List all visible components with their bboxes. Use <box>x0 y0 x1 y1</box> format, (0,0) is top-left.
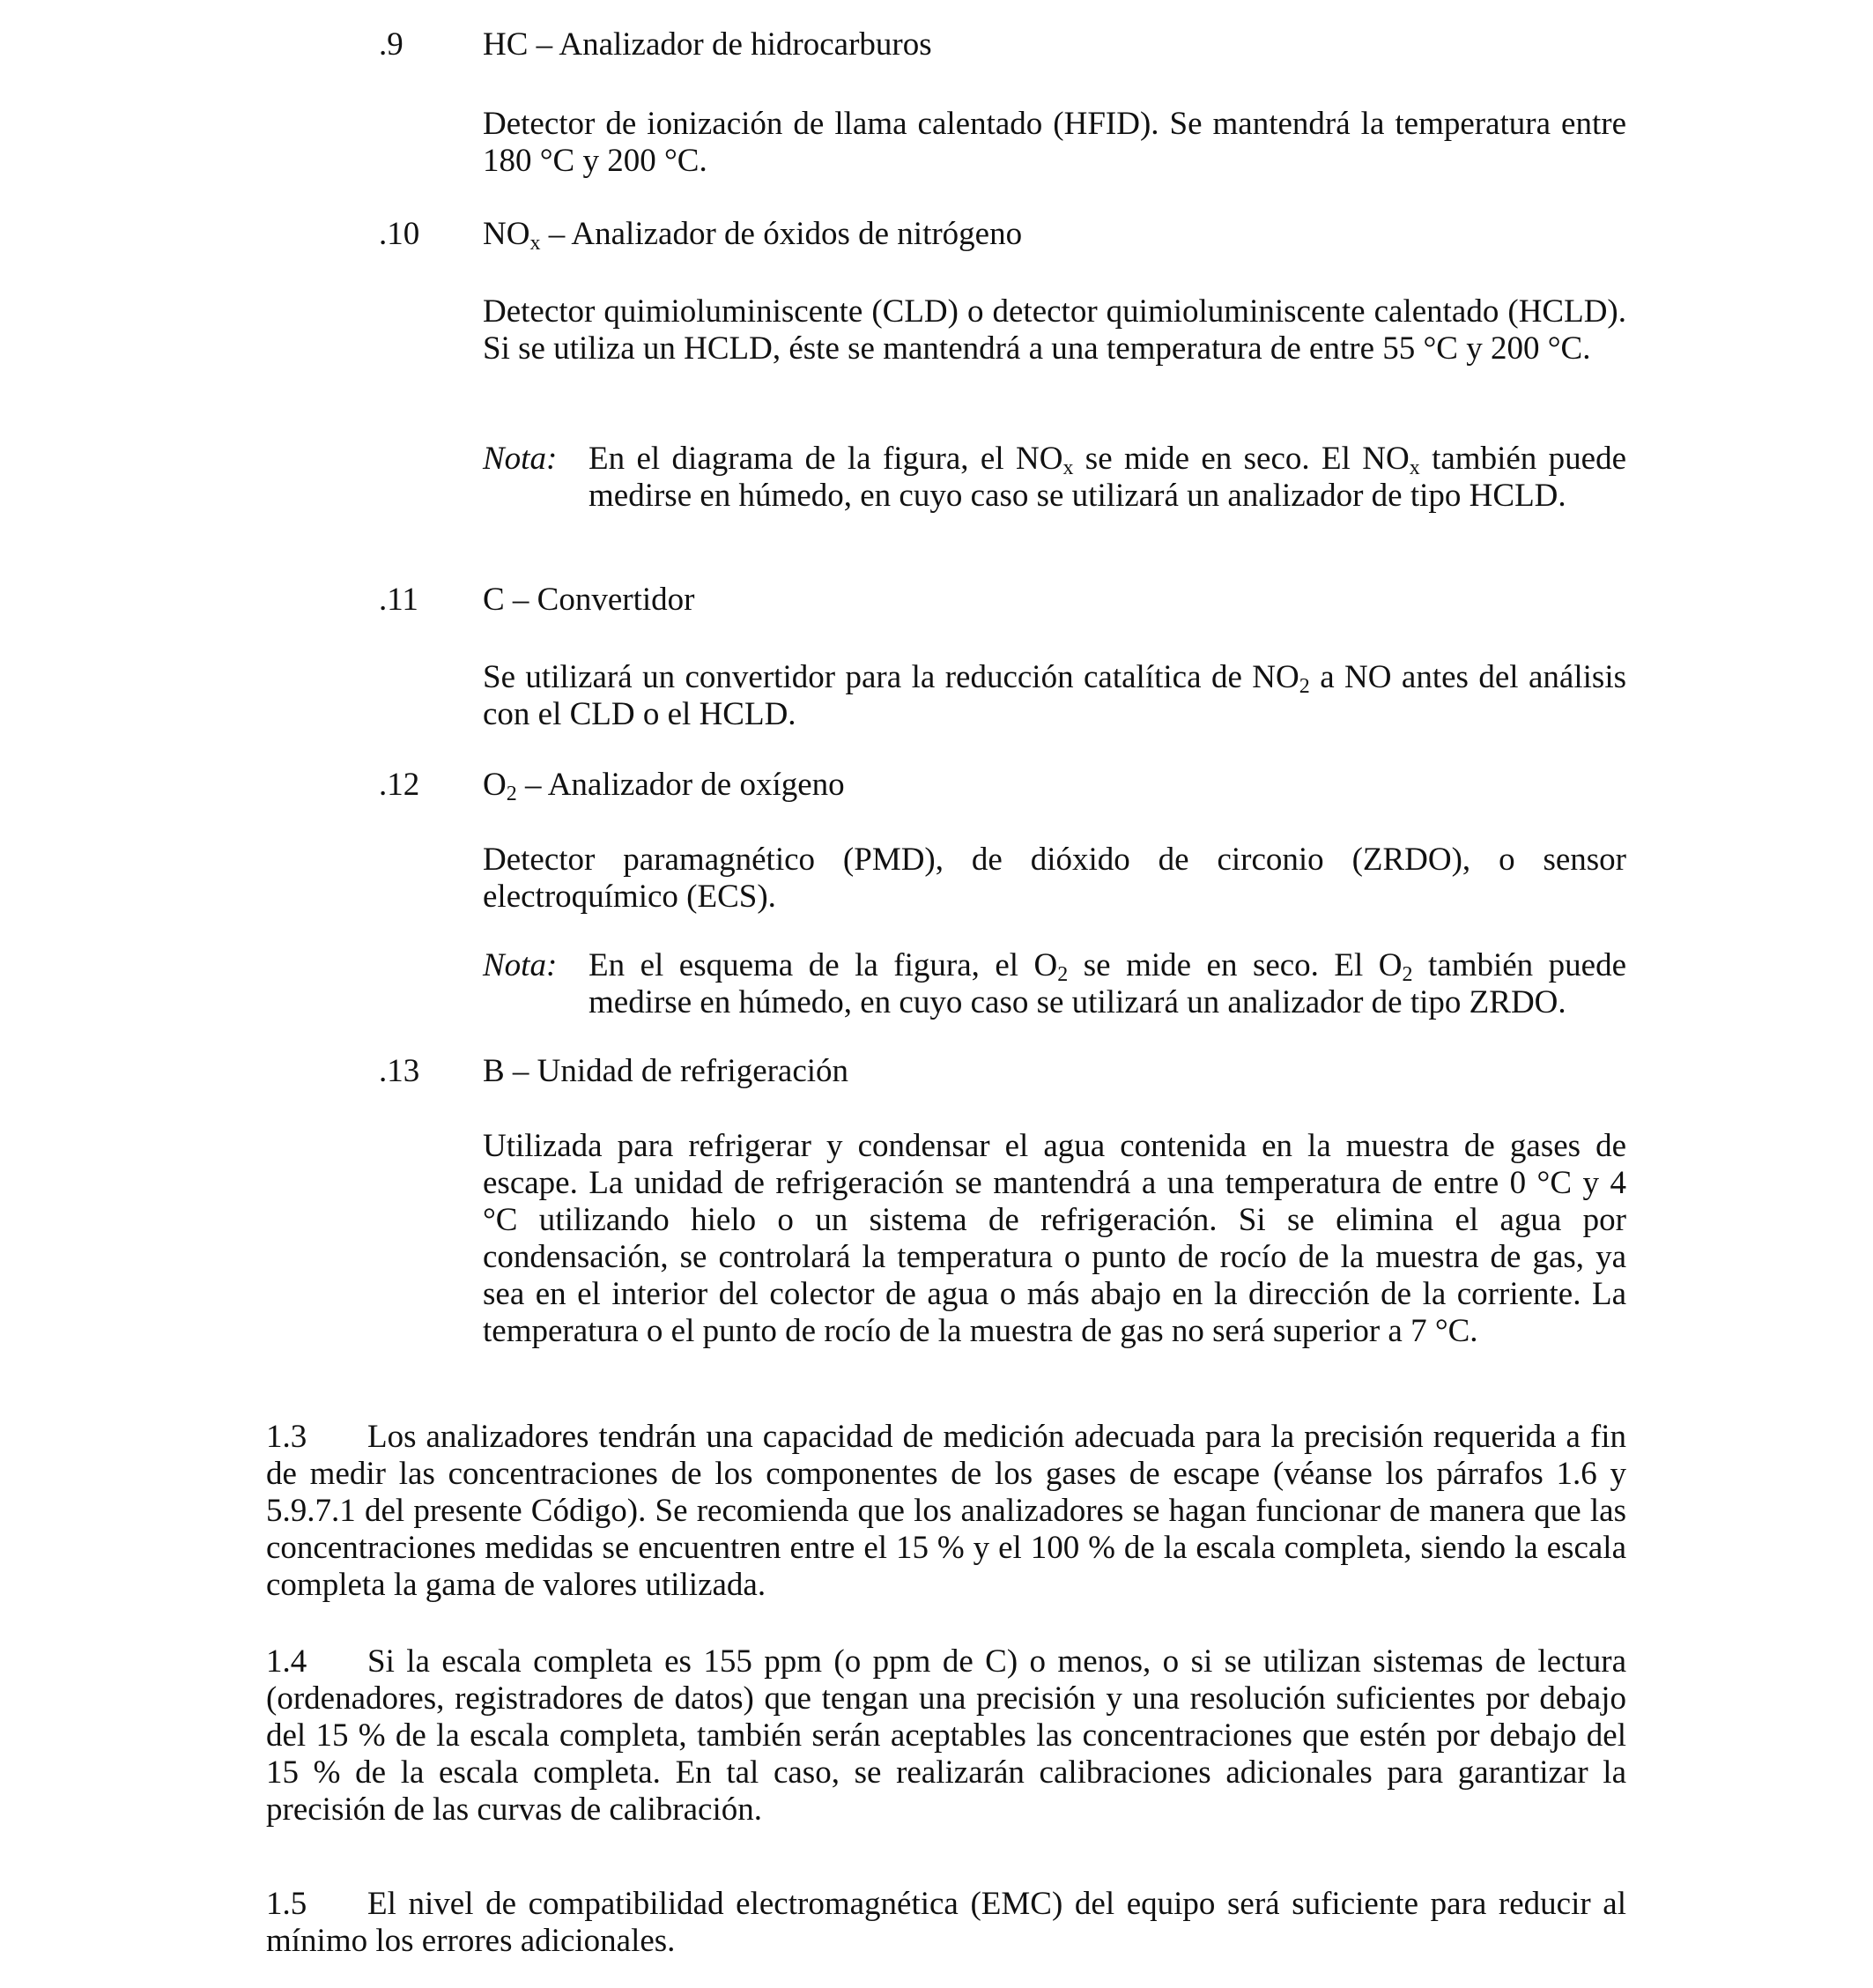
item-title: C – Convertidor <box>483 582 695 618</box>
item-number: .13 <box>379 1053 420 1089</box>
item-number: .12 <box>379 767 420 803</box>
item-title: $O_2$ – Analizador de oxígeno <box>483 767 845 805</box>
item-13-heading <box>379 1053 1700 1090</box>
item-10-note <box>483 441 1626 515</box>
item-title: HC – Analizador de hidrocarburos <box>483 26 932 63</box>
note-label: Nota: <box>483 947 558 983</box>
paragraph-number: 1.3 <box>266 1419 307 1455</box>
paragraph-1-4 <box>266 1643 1626 1829</box>
item-12-body: Detector paramagnético (PMD), de dióxido de circonio (ZRDO), o sensor electroquímico (ECS). <box>483 842 1626 915</box>
item-12-note <box>483 947 1626 1021</box>
item-12-heading <box>379 767 1700 804</box>
paragraph-text: Si la escala completa es 155 ppm (o ppm de C) o menos, o si se utilizan sistemas de lectura (ordenadores, registradores de datos) que tengan una precisión y una resolución suficientes por debajo del 15 % de la escala completa, también serán aceptables las concentraciones que estén por debajo del 15 % de la escala completa. En tal caso, se realizarán calibraciones adicionales para garantizar la precisión de las curvas de calibración. <box>266 1643 1626 1828</box>
paragraph-number: 1.5 <box>266 1886 307 1922</box>
paragraph-1-5 <box>266 1886 1626 1960</box>
item-9-body: Detector de ionización de llama calentado (HFID). Se mantendrá la temperatura entre 180 °C y 200 °C. <box>483 106 1626 179</box>
item-number: .11 <box>379 582 418 618</box>
note-text: En el diagrama de la figura, el $NO_x$ se mide en seco. El $NO_x$ también puede medirse en húmedo, en cuyo caso se utilizará un analizador de tipo HCLD. <box>589 441 1626 514</box>
note-text: En el esquema de la figura, el $O_2$ se mide en seco. El $O_2$ también puede medirse en húmedo, en cuyo caso se utilizará un analizador de tipo ZRDO. <box>589 947 1627 1020</box>
paragraph-text: El nivel de compatibilidad electromagnética (EMC) del equipo será suficiente para reducir al mínimo los errores adicionales. <box>266 1886 1626 1959</box>
item-title: B – Unidad de refrigeración <box>483 1053 849 1089</box>
item-11-body: Se utilizará un convertidor para la reducción catalítica de $NO_2$ a NO antes del análisis con el CLD o el HCLD. <box>483 659 1626 732</box>
item-number: .9 <box>379 26 403 63</box>
paragraph-text: Los analizadores tendrán una capacidad de medición adecuada para la precisión requerida a fin de medir las concentraciones de los componentes de los gases de escape (véanse los párrafos 1.6 y 5.9.7.1 del presente Código). Se recomienda que los analizadores se hagan funcionar de manera que las concentraciones medidas se encuentren entre el 15 % y el 100 % de la escala completa, siendo la escala completa la gama de valores utilizada. <box>266 1419 1626 1603</box>
item-10-heading <box>379 216 1700 253</box>
item-9-heading <box>379 26 1700 63</box>
paragraph-1-3 <box>266 1419 1626 1604</box>
item-11-heading <box>379 582 1700 619</box>
item-number: .10 <box>379 216 420 252</box>
item-10-body: Detector quimioluminiscente (CLD) o detector quimioluminiscente calentado (HCLD). Si se utiliza un HCLD, éste se mantendrá a una temperatura de entre 55 °C y 200 °C. <box>483 293 1626 367</box>
item-title: $NO_x$ – Analizador de óxidos de nitrógeno <box>483 216 1023 255</box>
item-13-body: Utilizada para refrigerar y condensar el agua contenida en la muestra de gases de escape. La unidad de refrigeración se mantendrá a una temperatura de entre 0 °C y 4 °C utilizando hielo o un sistema de refrigeración. Si se elimina el agua por condensación, se controlará la temperatura o punto de rocío de la muestra de gas, ya sea en el interior del colector de agua o más abajo en la dirección de la corriente. La temperatura o el punto de rocío de la muestra de gas no será superior a 7 °C. <box>483 1128 1626 1349</box>
paragraph-number: 1.4 <box>266 1643 307 1680</box>
note-label: Nota: <box>483 441 558 477</box>
